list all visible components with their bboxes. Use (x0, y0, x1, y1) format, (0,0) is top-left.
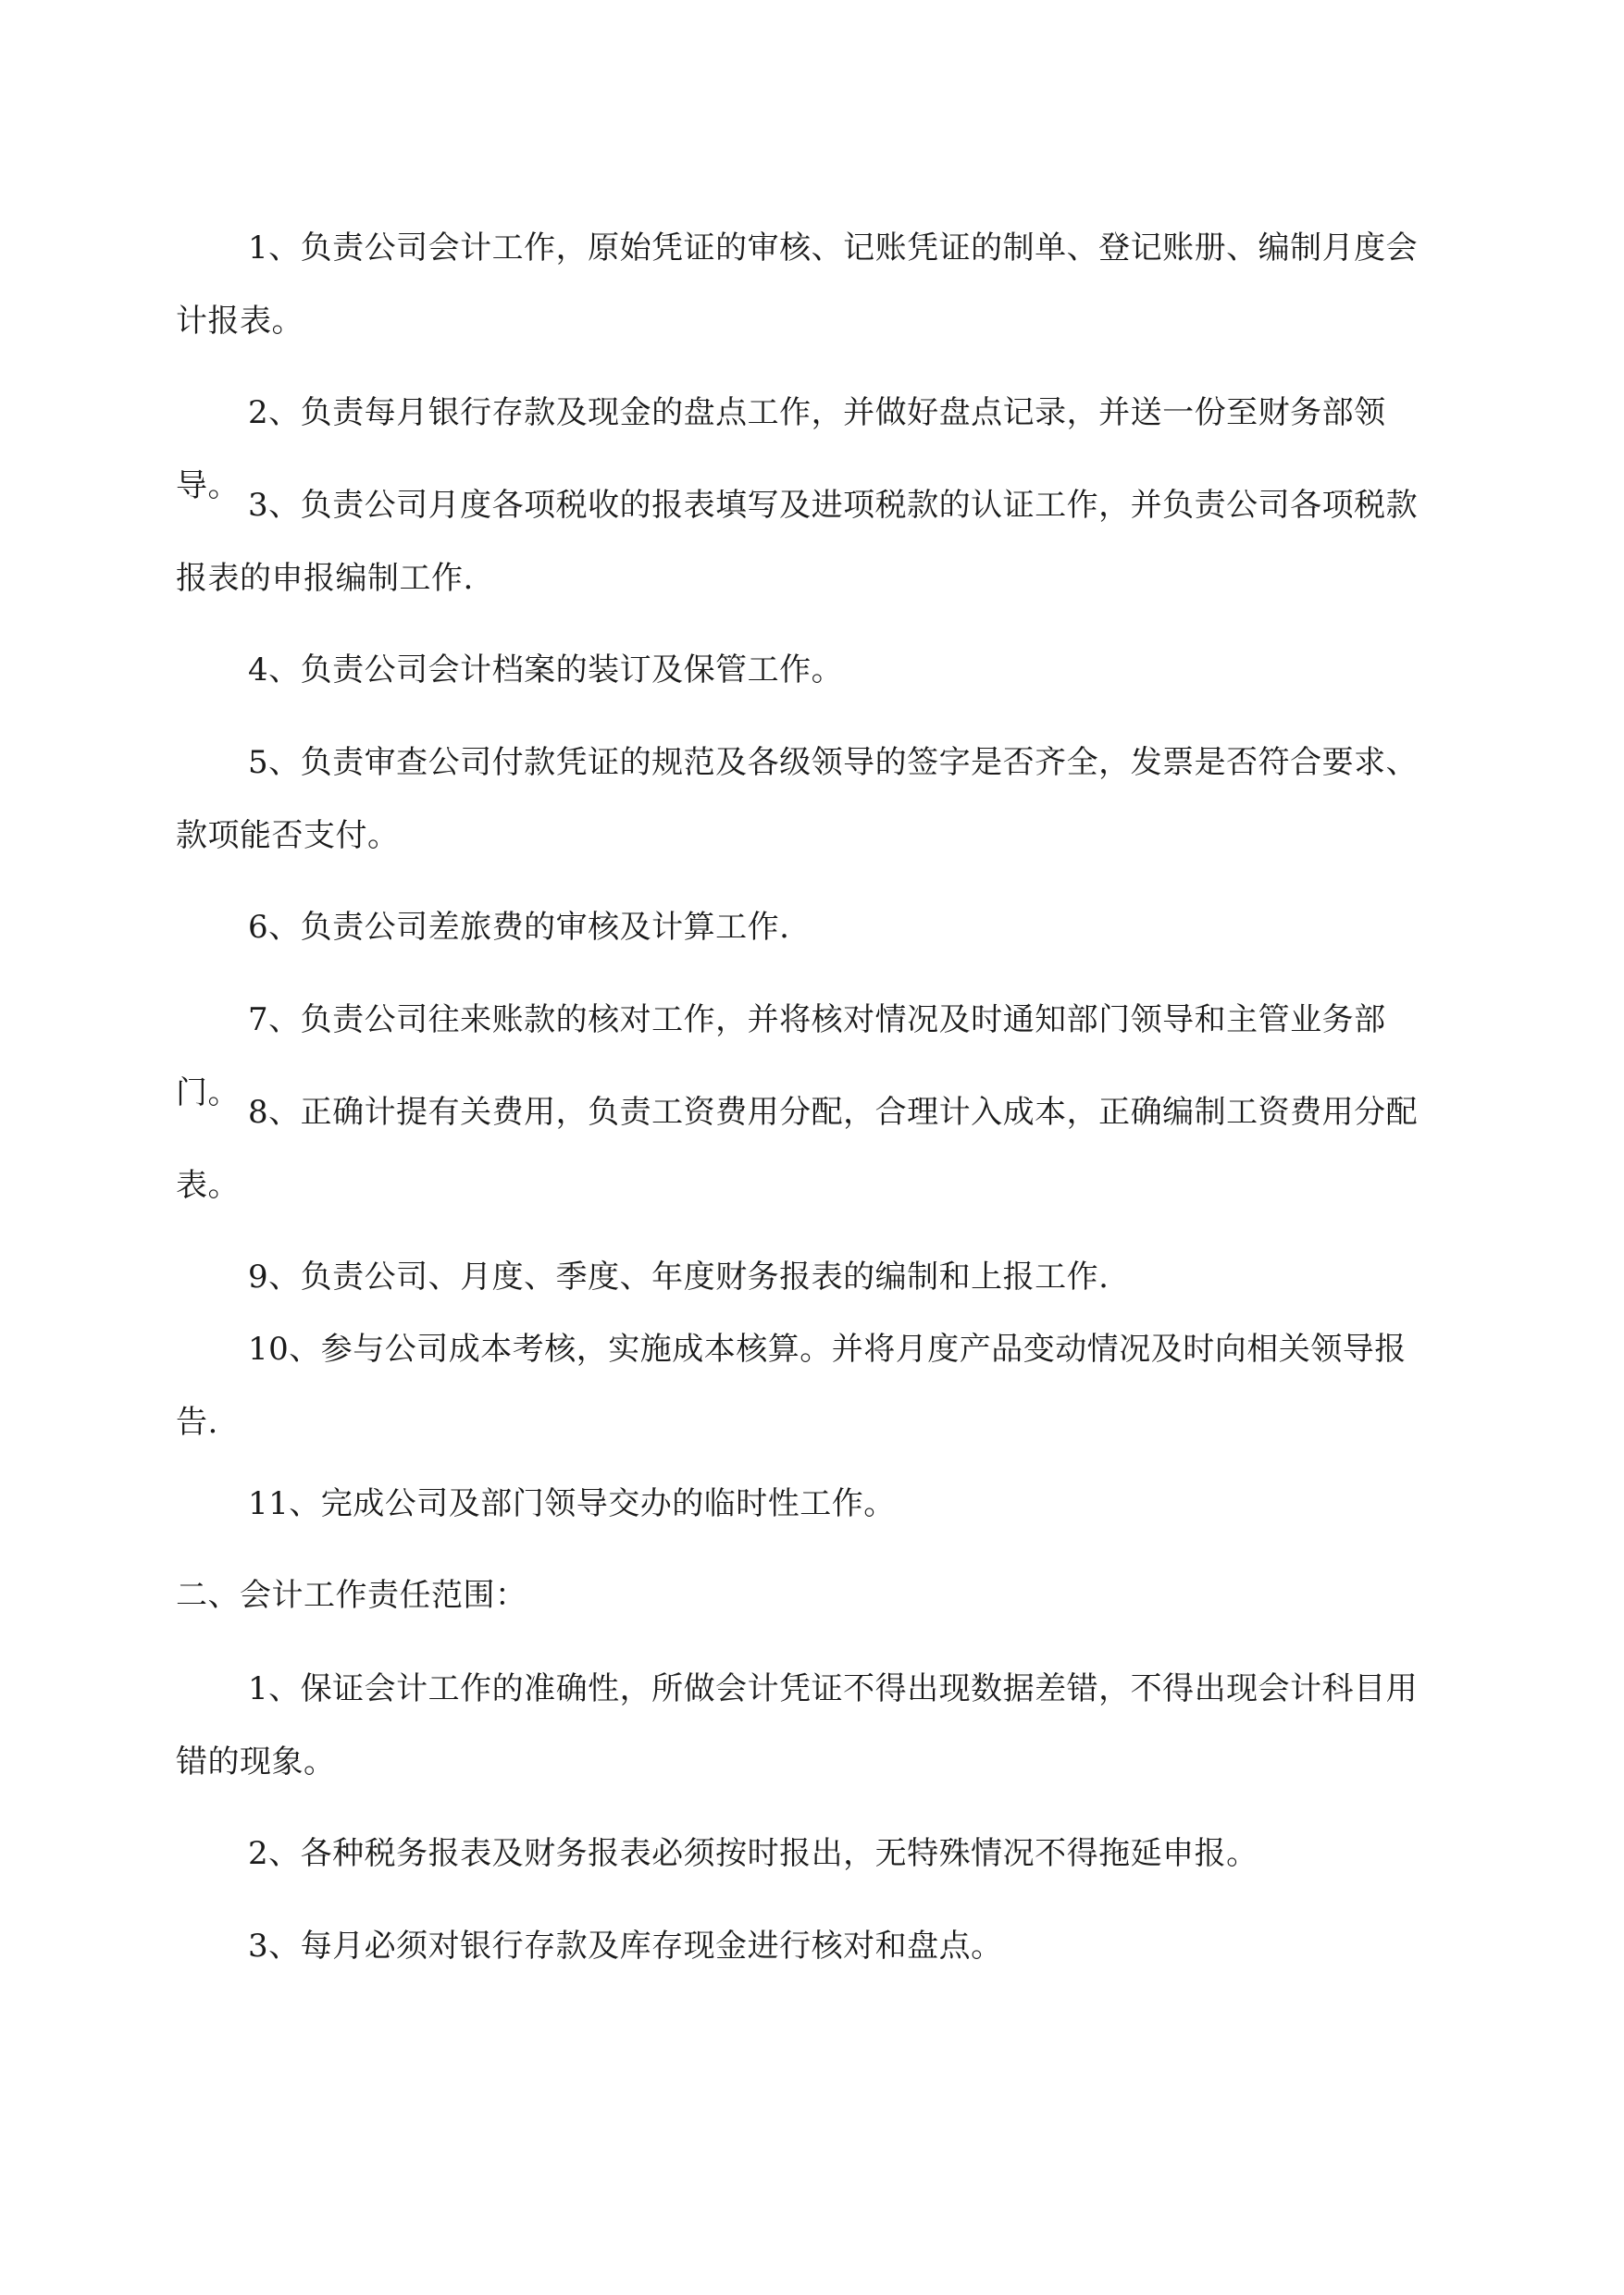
responsibility-item-2: 2、各种税务报表及财务报表必须按时报出，无特殊情况不得拖延申报。 (248, 1835, 1258, 1872)
duty-item-11: 11、完成公司及部门领导交办的临时性工作。 (248, 1485, 896, 1522)
responsibility-item-1: 1、保证会计工作的准确性，所做会计凭证不得出现数据差错，不得出现会计科目用错的现象。 (176, 1670, 1419, 1780)
duty-item-7: 7、负责公司往来账款的核对工作，并将核对情况及时通知部门领导和主管业务部门。 (176, 1001, 1386, 1111)
duty-item-2: 2、负责每月银行存款及现金的盘点工作，并做好盘点记录，并送一份至财务部领导。 (176, 394, 1386, 504)
duty-item-9: 9、负责公司、月度、季度、年度财务报表的编制和上报工作. (248, 1259, 1110, 1296)
responsibility-item-3: 3、每月必须对银行存款及库存现金进行核对和盘点。 (248, 1928, 1003, 1965)
duty-item-4: 4、负责公司会计档案的装订及保管工作。 (248, 651, 844, 688)
duty-item-8: 8、正确计提有关费用，负责工资费用分配，合理计入成本，正确编制工资费用分配表。 (176, 1094, 1419, 1204)
duty-item-3: 3、负责公司月度各项税收的报表填写及进项税款的认证工作，并负责公司各项税款报表的申报编制工作. (176, 487, 1419, 597)
duty-item-10: 10、参与公司成本考核，实施成本核算。并将月度产品变动情况及时向相关领导报告. (176, 1331, 1407, 1441)
section-heading: 二、会计工作责任范围： (176, 1577, 527, 1614)
duty-item-1: 1、负责公司会计工作，原始凭证的审核、记账凭证的制单、登记账册、编制月度会计报表。 (176, 230, 1419, 340)
duty-item-6: 6、负责公司差旅费的审核及计算工作. (248, 909, 790, 946)
duty-item-5: 5、负责审查公司付款凭证的规范及各级领导的签字是否齐全，发票是否符合要求、款项能否支付。 (176, 744, 1419, 854)
